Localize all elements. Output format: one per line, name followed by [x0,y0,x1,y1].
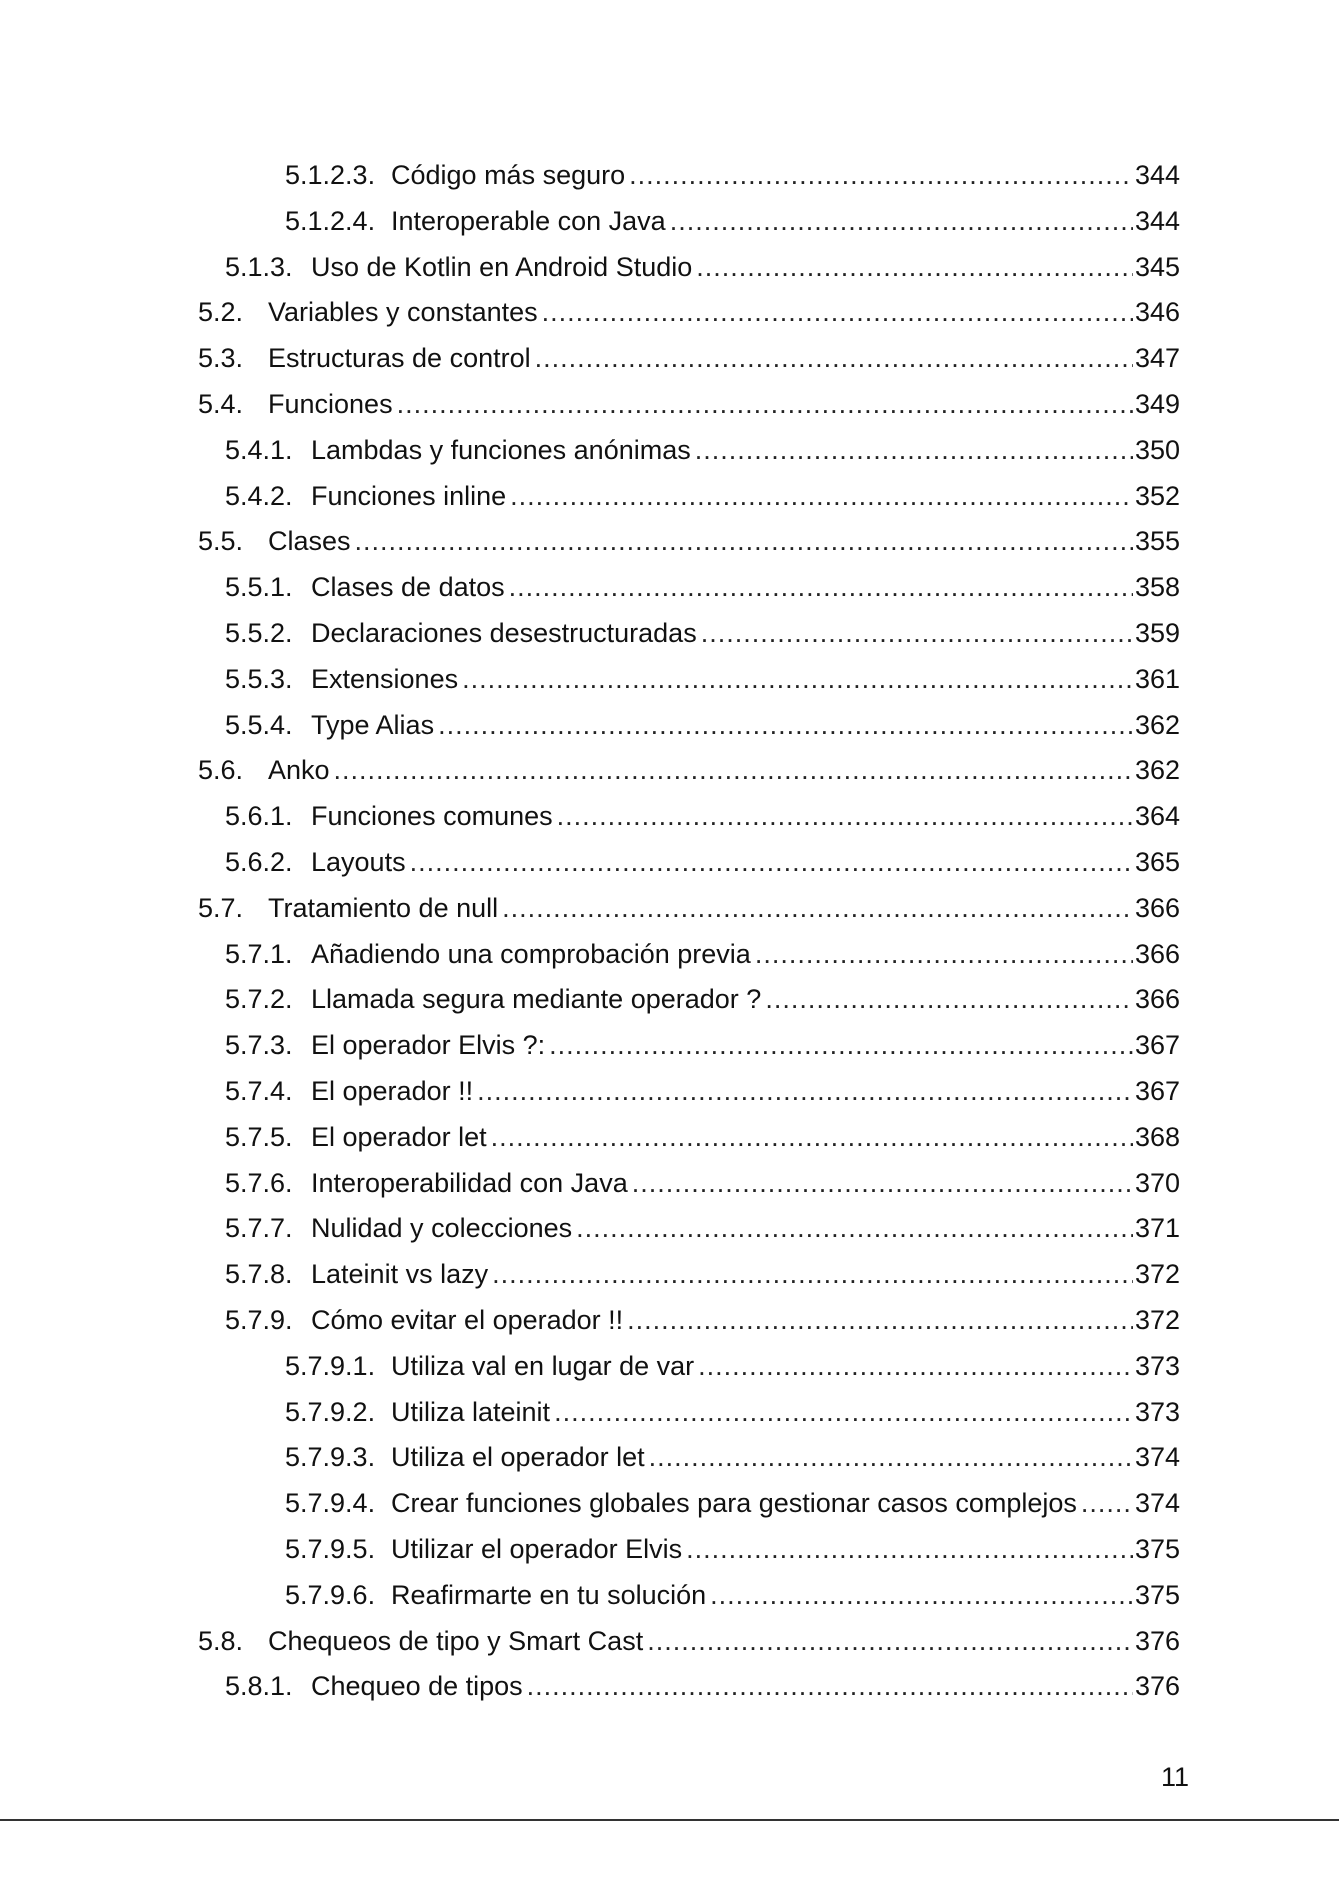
toc-entry-page: 374 [1134,1442,1180,1473]
toc-entry-row [285,1573,1180,1619]
toc-entry[interactable] [0,1664,1339,1710]
toc-entry-title: Uso de Kotlin en Android Studio [311,251,693,282]
toc-entry-row [198,336,1180,382]
toc-entry-page: 366 [1134,892,1180,923]
toc-entry-title: Chequeos de tipo y Smart Cast [268,1625,644,1656]
toc-entry-page: 344 [1134,160,1180,190]
toc-entry[interactable] [0,153,1339,199]
toc-entry[interactable] [0,1527,1339,1573]
toc-entry-row [285,1481,1180,1527]
dot-leader [632,1161,1133,1207]
toc-entry-number: 5.3. [198,343,244,374]
dot-leader [627,1298,1133,1344]
toc-entry-title: El operador !! [311,1075,474,1106]
dot-leader [397,382,1133,428]
toc-entry-title: Utiliza val en lugar de var [391,1350,695,1381]
toc-entry-title: Utilizar el operador Elvis [391,1533,683,1564]
toc-entry[interactable] [0,1115,1339,1161]
toc-entry-number: 5.7.9.3. [285,1442,376,1473]
toc-entry-page: 376 [1134,1671,1180,1702]
toc-entry-row [225,1252,1180,1298]
toc-entry-number: 5.7.9.2. [285,1396,376,1427]
toc-entry[interactable] [0,794,1339,840]
toc-entry-page: 367 [1134,1075,1180,1106]
toc-entry-page: 345 [1134,251,1180,282]
toc-entry-page: 365 [1134,846,1180,877]
toc-entry[interactable] [0,1298,1339,1344]
toc-entry-title: Tratamiento de null [268,892,499,923]
toc-entry[interactable] [0,977,1339,1023]
toc-entry-number: 5.7.9.4. [285,1488,376,1519]
toc-entry[interactable] [0,703,1339,749]
footer-divider [0,1819,1339,1821]
toc-entry-number: 5.7.1. [225,938,293,969]
dot-leader [492,1252,1133,1298]
toc-entry[interactable] [0,336,1339,382]
toc-entry[interactable] [0,1344,1339,1390]
dot-leader [695,428,1133,474]
dot-leader [509,565,1133,611]
toc-entry-title: Funciones comunes [311,801,553,832]
toc-entry-page: 361 [1134,663,1180,694]
toc-entry-title: Interoperabilidad con Java [311,1167,628,1198]
toc-entry-number: 5.5.3. [225,663,293,694]
toc-entry-page: 352 [1134,480,1180,511]
dot-leader [410,840,1133,886]
toc-entry-title: Type Alias [311,709,435,740]
toc-entry-number: 5.7.8. [225,1259,293,1290]
toc-entry-number: 5.7.6. [225,1167,293,1198]
toc-entry[interactable] [0,840,1339,886]
toc-entry-row [285,1344,1180,1390]
toc-entry-number: 5.1.3. [225,251,293,282]
toc-entry-row [285,1527,1180,1573]
toc-entry-title: El operador Elvis ?: [311,1030,546,1061]
toc-entry-page: 372 [1134,1259,1180,1290]
dot-leader [527,1664,1133,1710]
toc-entry-row [225,977,1180,1023]
toc-entry-page: 362 [1134,755,1180,786]
dot-leader [698,1344,1133,1390]
toc-entry-number: 5.5.1. [225,572,293,603]
dot-leader [649,1435,1133,1481]
toc-entry-number: 5.7. [198,892,244,923]
dot-leader [755,932,1133,978]
dot-leader [765,977,1133,1023]
toc-entry-title: Lambdas y funciones anónimas [311,434,691,465]
toc-entry-page: 366 [1134,938,1180,969]
toc-entry-title: Interoperable con Java [391,205,666,236]
toc-entry[interactable] [0,1573,1339,1619]
toc-entry[interactable] [0,1390,1339,1436]
toc-entry-number: 5.6. [198,755,244,786]
dot-leader [1081,1481,1133,1527]
toc-entry-number: 5.6.2. [225,846,293,877]
toc-entry[interactable] [0,1023,1339,1069]
toc-entry-page: 346 [1134,297,1180,328]
toc-entry[interactable] [0,474,1339,520]
toc-entry-number: 5.7.4. [225,1075,293,1106]
toc-entry[interactable] [0,1619,1339,1665]
toc-entry-title: Reafirmarte en tu solución [391,1579,707,1610]
dot-leader [554,1390,1133,1436]
toc-entry-page: 355 [1134,526,1180,557]
dot-leader [576,1206,1133,1252]
toc-entry-page: 364 [1134,801,1180,832]
toc-entry-title: Añadiendo una comprobación previa [311,938,751,969]
toc-entry-page: 367 [1134,1030,1180,1061]
toc-entry-number: 5.7.2. [225,984,293,1015]
toc-entry[interactable] [0,245,1339,291]
dot-leader [510,474,1133,520]
toc-entry-number: 5.4. [198,388,244,419]
toc-entry[interactable] [0,382,1339,428]
toc-entry[interactable] [0,886,1339,932]
toc-entry-title: Funciones [268,388,393,419]
toc-entry-row [225,1115,1180,1161]
toc-entry-number: 5.2. [198,297,244,328]
toc-entry-page: 371 [1134,1213,1180,1244]
dot-leader [670,199,1133,245]
toc-entry-row [285,1435,1180,1481]
toc-entry-page: 376 [1134,1625,1180,1656]
toc-entry-number: 5.1.2.4. [285,205,376,236]
toc-entry-title: Clases [268,526,351,557]
toc-entry-number: 5.5. [198,526,244,557]
toc-entry-row [225,703,1180,749]
toc-entry-number: 5.7.3. [225,1030,293,1061]
toc-entry-page: 373 [1134,1396,1180,1427]
toc-entry-row [225,1069,1180,1115]
toc-entry-title: Cómo evitar el operador !! [311,1304,624,1335]
toc-entry-number: 5.7.9.6. [285,1579,376,1610]
toc-entry-row [285,199,1180,245]
toc-entry-number: 5.7.7. [225,1213,293,1244]
toc-entry-row [225,611,1180,657]
toc-entry[interactable] [0,748,1339,794]
toc-entry-row [225,794,1180,840]
toc-entry-row [225,1161,1180,1207]
dot-leader [355,519,1133,565]
dot-leader [535,336,1133,382]
toc-entry-number: 5.8.1. [225,1671,293,1702]
toc-entry-page: 359 [1134,617,1180,648]
toc-entry-page: 368 [1134,1121,1180,1152]
toc-entry-title: Lateinit vs lazy [311,1259,489,1290]
toc-entry-row [225,245,1180,291]
toc-entry-row [198,748,1180,794]
toc-entry[interactable] [0,1069,1339,1115]
toc-entry-row [225,657,1180,703]
toc-entry[interactable] [0,290,1339,336]
dot-leader [491,1115,1133,1161]
toc-entry-title: Variables y constantes [268,297,538,328]
toc-entry[interactable] [0,199,1339,245]
toc-entry-page: 362 [1134,709,1180,740]
dot-leader [438,703,1133,749]
toc-entry-number: 5.4.2. [225,480,293,511]
toc-entry-title: Utiliza el operador let [391,1442,645,1473]
toc-entry[interactable] [0,611,1339,657]
toc-entry[interactable] [0,932,1339,978]
toc-entry-title: Declaraciones desestructuradas [311,617,697,648]
toc-entry-row [225,565,1180,611]
toc-entry-title: Estructuras de control [268,343,531,374]
toc-entry-page: 372 [1134,1304,1180,1335]
table-of-contents [0,153,1339,1710]
toc-entry-title: El operador let [311,1121,487,1152]
toc-entry-page: 375 [1134,1533,1180,1564]
toc-entry-row [285,153,1180,199]
toc-entry[interactable] [0,1252,1339,1298]
toc-entry-title: Código más seguro [391,160,626,190]
toc-entry-row [225,1298,1180,1344]
toc-entry-title: Nulidad y colecciones [311,1213,573,1244]
dot-leader [549,1023,1133,1069]
toc-entry-number: 5.7.9.1. [285,1350,376,1381]
toc-entry[interactable] [0,1206,1339,1252]
toc-entry-number: 5.5.4. [225,709,293,740]
dot-leader [542,290,1133,336]
toc-entry-row [285,1390,1180,1436]
page-number: 11 [1160,1762,1189,1792]
toc-entry-title: Utiliza lateinit [391,1396,551,1427]
toc-entry-title: Funciones inline [311,480,507,511]
dot-leader [334,748,1133,794]
toc-entry-number: 5.7.9. [225,1304,293,1335]
toc-entry-title: Anko [268,755,330,786]
toc-entry-number: 5.8. [198,1625,244,1656]
toc-entry-number: 5.7.9.5. [285,1533,376,1564]
toc-entry[interactable] [0,428,1339,474]
toc-entry-row [225,428,1180,474]
dot-leader [477,1069,1133,1115]
toc-entry-row [198,519,1180,565]
dot-leader [696,245,1133,291]
dot-leader [629,153,1133,199]
toc-entry-row [225,840,1180,886]
toc-entry-page: 366 [1134,984,1180,1015]
toc-entry-page: 375 [1134,1579,1180,1610]
toc-entry-title: Layouts [311,846,406,877]
toc-entry-page: 370 [1134,1167,1180,1198]
toc-entry-number: 5.1.2.3. [285,160,376,190]
toc-entry[interactable] [0,1435,1339,1481]
toc-entry-title: Crear funciones globales para gestionar casos complejos [391,1488,1077,1519]
toc-entry[interactable] [0,565,1339,611]
toc-entry-row [225,932,1180,978]
toc-entry-page: 350 [1134,434,1180,465]
toc-entry-page: 344 [1134,205,1180,236]
dot-leader [557,794,1133,840]
dot-leader [647,1619,1133,1665]
dot-leader [686,1527,1133,1573]
toc-entry-row [225,1023,1180,1069]
toc-entry[interactable] [0,657,1339,703]
dot-leader [502,886,1133,932]
toc-entry-row [225,474,1180,520]
toc-entry-title: Extensiones [311,663,459,694]
toc-entry-row [225,1664,1180,1710]
toc-entry-number: 5.7.5. [225,1121,293,1152]
toc-entry-title: Clases de datos [311,572,505,603]
toc-entry-page: 347 [1134,343,1180,374]
dot-leader [462,657,1133,703]
toc-entry-number: 5.4.1. [225,434,293,465]
toc-entry-page: 349 [1134,388,1180,419]
toc-entry-page: 373 [1134,1350,1180,1381]
toc-entry-page: 358 [1134,572,1180,603]
toc-entry-number: 5.5.2. [225,617,293,648]
toc-entry[interactable] [0,519,1339,565]
dot-leader [710,1573,1133,1619]
toc-entry[interactable] [0,1481,1339,1527]
toc-entry-row [198,1619,1180,1665]
toc-entry[interactable] [0,1161,1339,1207]
toc-entry-row [198,290,1180,336]
toc-entry-title: Llamada segura mediante operador ? [311,984,762,1015]
toc-entry-row [225,1206,1180,1252]
toc-entry-title: Chequeo de tipos [311,1671,523,1702]
toc-entry-row [198,886,1180,932]
toc-entry-page: 374 [1134,1488,1180,1519]
dot-leader [701,611,1133,657]
toc-entry-number: 5.6.1. [225,801,293,832]
toc-entry-row [198,382,1180,428]
